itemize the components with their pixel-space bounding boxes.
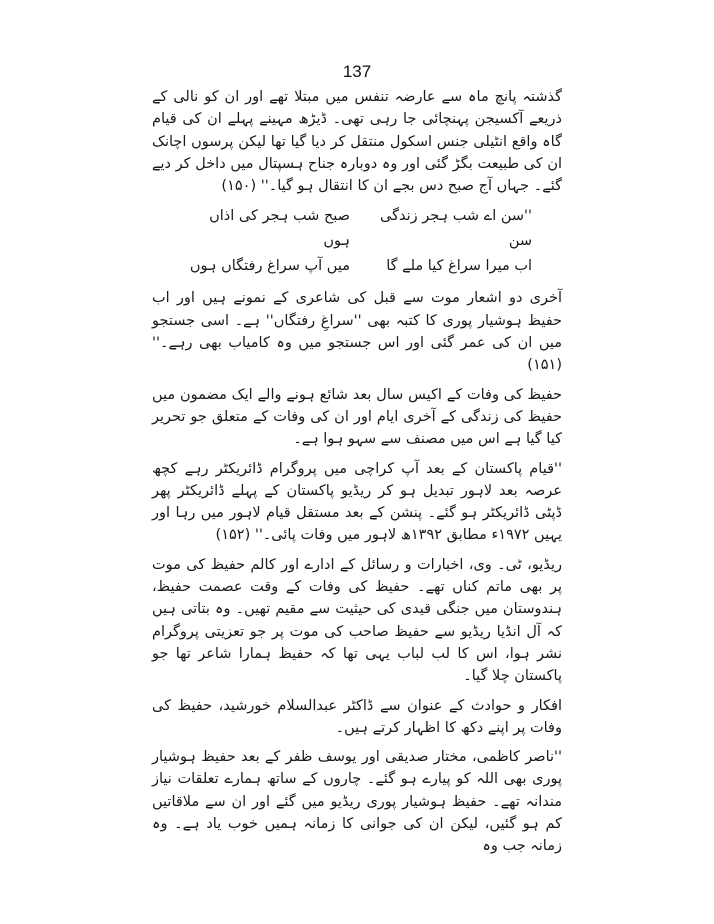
verse-line-1	[182, 204, 532, 254]
verse-2-first-hemistich: اب میرا سراغ کیا ملے گا	[386, 258, 532, 275]
page-number: 137	[342, 62, 372, 81]
page-body	[152, 86, 562, 865]
verse-1-second-hemistich: صبح شب ہجر کی اذاں ہوں	[209, 208, 350, 250]
paragraph-7-quote: ''ناصر کاظمی، مختار صدیقی اور یوسف ظفر کے بعد حفیظ ہوشیار پوری بھی اللہ کو پیارے ہو گئے۔ چاروں کے ساتھ ہمارے تعلقات نیاز مندانہ تھے۔ حفیظ ہوشیار پوری ریڈیو میں گئے اور ان سے ملاقاتیں کم ہو گئیں، لیکن ان کی جوانی کا زمانہ ہمیں خوب یاد ہے۔ وہ زمانہ جب وہ	[152, 749, 562, 855]
paragraph-3: حفیظ کی وفات کے اکیس سال بعد شائع ہونے والے ایک مضمون میں حفیظ کی زندگی کے آخری ایام اور ان کی وفات کے متعلق جو تحریر کیا گیا ہے اس میں مصنف سے سہو ہوا ہے۔	[152, 386, 562, 448]
paragraph-6: افکار و حوادث کے عنوان سے ڈاکٹر عبدالسلام خورشید، حفیظ کی وفات پر اپنے دکھ کا اظہار کرتے ہیں۔	[152, 697, 562, 736]
paragraph-2: آخری دو اشعار موت سے قبل کی شاعری کے نمونے ہیں اور اب حفیظ ہوشیار پوری کا کتبہ بھی ''سراغِ رفتگاں'' ہے۔ اسی جستجو میں ان کی عمر گئی اور اس جستجو میں وہ کامیاب بھی رہے۔'' (۱۵۱)	[152, 290, 562, 374]
paragraph-1: گذشتہ پانچ ماہ سے عارضہ تنفس میں مبتلا تھے اور ان کو نالی کے ذریعے آکسیجن پہنچائی جا رہی تھی۔ ڈیڑھ مہینے پہلے ان کی قیام گاہ واقع انٹیلی جنس اسکول منتقل کر دیا گیا تھا لیکن پرسوں اچانک ان کی طبیعت بگڑ گئی اور وہ دوبارہ جناح ہسپتال میں داخل کر دیے گئے۔ جہاں آج صبح دس بجے ان کا انتقال ہو گیا۔'' (۱۵۰)	[152, 89, 562, 195]
paragraph-5: ریڈیو، ٹی۔ وی، اخبارات و رسائل کے ادارے اور کالم حفیظ کی موت پر بھی ماتم کناں تھے۔ حفیظ کی وفات کے وقت عصمت حفیظ، ہندوستان میں جنگی قیدی کی حیثیت سے مقیم تھیں۔ وہ بتاتی ہیں کہ آل انڈیا ریڈیو سے حفیظ صاحب کی موت پر جو تعزیتی پروگرام نشر ہوا، اس کا لب لباب یہی تھا کہ حفیظ ہمارا شاعر تھا جو پاکستان چلا گیا۔	[152, 556, 562, 685]
verse-2-second-hemistich: میں آپ سراغ رفتگاں ہوں	[189, 258, 350, 275]
verse-1-first-hemistich: ''سن اے شب ہجر زندگی سن	[379, 208, 532, 250]
paragraph-4-quote: ''قیام پاکستان کے بعد آپ کراچی میں پروگرام ڈائریکٹر رہے کچھ عرصہ بعد لاہور تبدیل ہو کر ریڈیو پاکستان کے پہلے ڈائریکٹر پھر ڈپٹی ڈائریکٹر ہو گئے۔ پنشن کے بعد مستقل قیام لاہور میں رہا اور یہیں ۱۹۷۲ء مطابق ۱۳۹۲ھ لاہور میں وفات پائی۔'' (۱۵۲)	[152, 460, 562, 544]
verse-block	[152, 204, 562, 279]
verse-line-2	[182, 254, 532, 279]
